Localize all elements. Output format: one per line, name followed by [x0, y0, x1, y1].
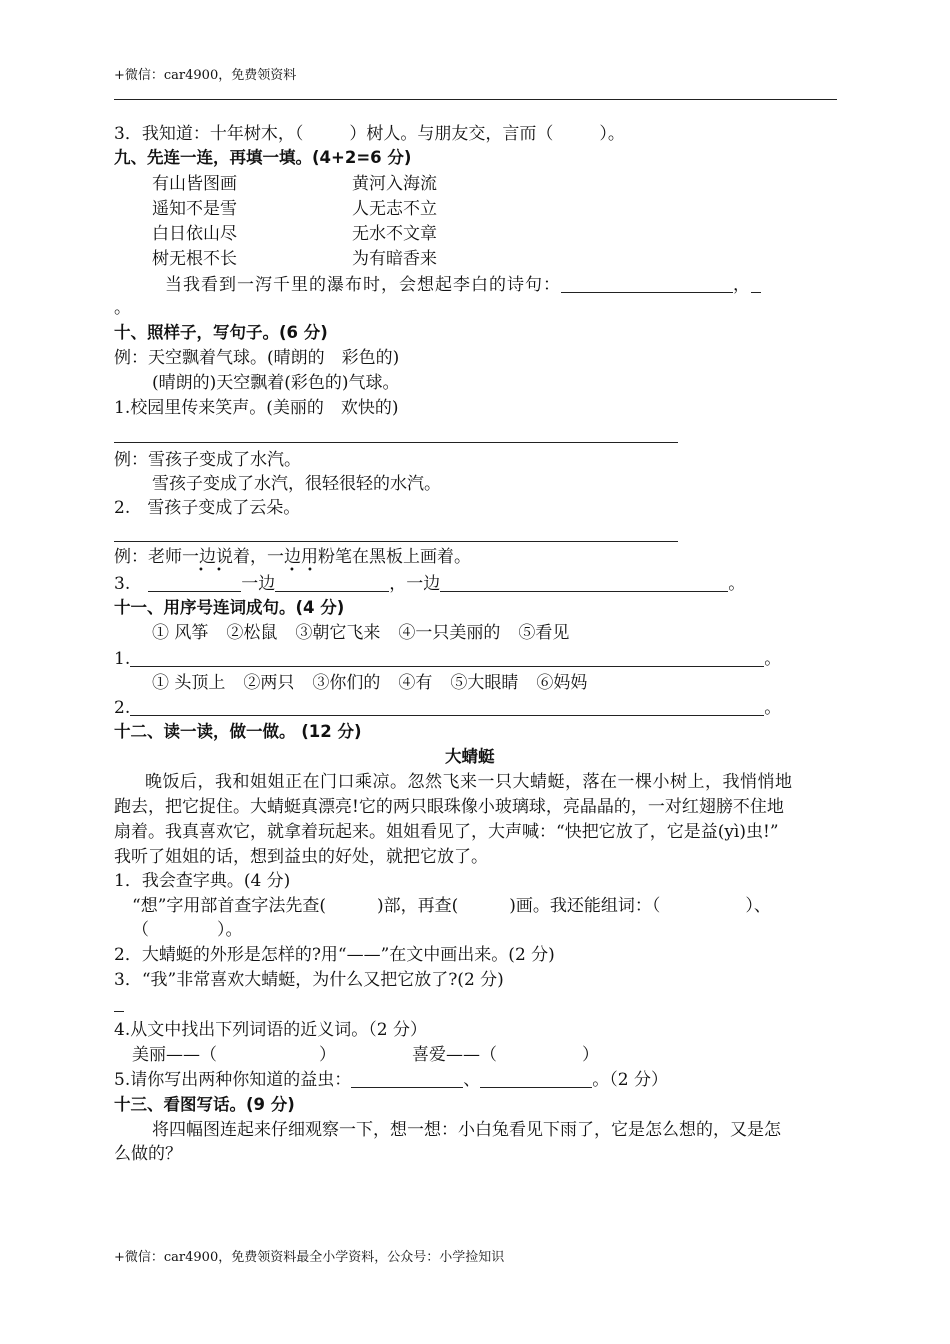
s11-answer-2-blank[interactable]	[130, 698, 764, 716]
s13-prompt-2: 么做的？	[114, 1144, 182, 1164]
s12-q1-body: “想”字用部首查字法先查( )部，再查( )画。我还能组词：（ ）、	[132, 896, 771, 916]
s11-word: ① 头顶上	[152, 673, 226, 693]
s10-q3-blank-3[interactable]	[440, 574, 728, 592]
s11-answer-2	[114, 698, 781, 718]
s9-left-3: 白日依山尽	[152, 224, 237, 244]
s11-words-2	[152, 673, 587, 693]
s10-q3-blank-2[interactable]	[275, 574, 389, 592]
s9-answer-blank-1[interactable]	[561, 275, 733, 293]
s12-q5-text: 5.请你写出两种你知道的益虫：	[114, 1070, 352, 1090]
s10-q3-number: 3.	[114, 574, 131, 594]
s10-q3	[114, 574, 745, 594]
s10-q3-yibian-1: 一边	[241, 574, 276, 594]
s12-q3-answer-mark[interactable]	[114, 1011, 124, 1012]
s10-example-3: 例：老师一边说着，一边用粉笔在黑板上画着。	[114, 547, 471, 567]
emphasis-dot: •	[307, 565, 313, 576]
s12-q4: 4.从文中找出下列词语的近义词。（2 分）	[114, 1020, 427, 1040]
s10-example-1: 例：天空飘着气球。(晴朗的 彩色的)	[114, 348, 400, 368]
s12-q5-sep: 、	[463, 1070, 481, 1090]
s11-word: ③你们的	[312, 673, 381, 693]
header-rule	[114, 99, 837, 100]
s12-q5	[114, 1070, 668, 1090]
s11-word: ④有	[398, 673, 433, 693]
s10-q1: 1.校园里传来笑声。(美丽的 欢快的)	[114, 398, 399, 418]
s9-comma: ，	[733, 275, 751, 295]
s9-right-3: 无水不文章	[352, 224, 437, 244]
header-text: +微信：car4900，免费领资料	[114, 68, 297, 83]
emphasis-dot: •	[198, 565, 204, 576]
s12-q5-blank-2[interactable]	[480, 1070, 592, 1088]
s12-q2: 2．大蜻蜓的外形是怎样的?用“——”在文中画出来。(2 分)	[114, 945, 555, 965]
section-13-title: 十三、看图写话。(9 分)	[114, 1095, 295, 1114]
s10-q3-yibian-2: ，一边	[389, 574, 441, 594]
s11-word: ②松鼠	[226, 623, 278, 643]
s10-example-2: 例：雪孩子变成了水汽。	[114, 450, 301, 470]
s10-q3-blank-1[interactable]	[148, 574, 241, 592]
s12-q5-blank-1[interactable]	[351, 1070, 463, 1088]
s11-answer-1	[114, 649, 781, 669]
s9-right-4: 为有暗香来	[352, 249, 437, 269]
passage-line-4: 我听了姐姐的话，想到益虫的好处，就把它放了。	[114, 847, 488, 867]
s12-q3: 3．“我”非常喜欢大蜻蜓，为什么又把它放了?(2 分)	[114, 970, 504, 990]
s11-words-1	[152, 623, 569, 643]
s11-word: ④一只美丽的	[398, 623, 501, 643]
s9-right-1: 黄河入海流	[352, 174, 437, 194]
s9-end-mark: 。	[114, 298, 131, 318]
s10-example-2-answer: 雪孩子变成了水汽，很轻很轻的水汽。	[152, 474, 441, 494]
s12-q4-b: 喜爱——（ ）	[412, 1045, 599, 1065]
q8-3-a: 3．我知道：十年树木，（	[114, 124, 304, 144]
s10-q1-answer-line[interactable]	[114, 442, 678, 443]
emphasis-dot: •	[289, 565, 295, 576]
s12-q4-a: 美丽——（ ）	[132, 1045, 336, 1065]
s11-answer-2-number: 2.	[114, 698, 131, 718]
q8-3-c: ）。	[599, 124, 625, 144]
s9-left-1: 有山皆图画	[152, 174, 237, 194]
passage-line-1: 晚饭后，我和姐姐正在门口乘凉。忽然飞来一只大蜻蜓，落在一棵小树上，我悄悄地	[145, 772, 793, 792]
q8-3-b: ）树人。与朋友交，言而（	[349, 124, 554, 144]
passage-line-3: 扇着。我真喜欢它，就拿着玩起来。姐姐看见了，大声喊：“快把它放了，它是益(yì)虫!”	[114, 822, 779, 842]
passage-title: 大蜻蜓	[445, 747, 495, 766]
s11-word: ②两只	[243, 673, 295, 693]
s9-left-4: 树无根不长	[152, 249, 237, 269]
passage-line-2: 跑去，把它捉住。大蜻蜓真漂亮!它的两只眼珠像小玻璃球，亮晶晶的，一对红翅膀不住地	[114, 797, 784, 817]
s11-word: ⑤看见	[518, 623, 570, 643]
s9-answer-blank-2[interactable]	[751, 275, 761, 293]
s11-answer-1-end: 。	[764, 649, 782, 669]
s9-right-2: 人无志不立	[352, 199, 437, 219]
s11-answer-2-end: 。	[764, 698, 782, 718]
section-11-title: 十一、用序号连词成句。(4 分)	[114, 598, 345, 617]
section-9-title: 九、先连一连，再填一填。(4+2=6 分)	[114, 148, 412, 167]
s9-question-text: 当我看到一泻千里的瀑布时，会想起李白的诗句：	[165, 275, 561, 295]
s11-answer-1-number: 1.	[114, 649, 131, 669]
emphasis-dot: •	[216, 565, 222, 576]
s10-example-1-answer: (晴朗的)天空飘着(彩色的)气球。	[152, 373, 400, 393]
q8-3-line	[114, 124, 625, 144]
s11-word: ③朝它飞来	[295, 623, 381, 643]
section-12-title: 十二、读一读，做一做。 (12 分)	[114, 722, 362, 741]
s12-q5-end: 。（2 分）	[592, 1070, 668, 1090]
s10-q2-answer-line[interactable]	[114, 541, 678, 542]
s10-q2: 2. 雪孩子变成了云朵。	[114, 498, 301, 518]
section-10-title: 十、照样子，写句子。(6 分)	[114, 323, 328, 342]
s9-question	[165, 275, 761, 295]
s12-q1: 1．我会查字典。(4 分)	[114, 871, 291, 891]
s12-q1-body-2: （ ）。	[132, 920, 243, 940]
s11-word: ⑥妈妈	[536, 673, 588, 693]
s11-word: ① 风筝	[152, 623, 209, 643]
s9-left-2: 遥知不是雪	[152, 199, 237, 219]
s10-q3-end: 。	[728, 574, 746, 594]
s11-word: ⑤大眼睛	[450, 673, 519, 693]
s13-prompt-1: 将四幅图连起来仔细观察一下，想一想：小白兔看见下雨了，它是怎么想的，又是怎	[152, 1120, 781, 1140]
s11-answer-1-blank[interactable]	[130, 649, 764, 667]
footer-text: +微信：car4900，免费领资料最全小学资料，公众号：小学捡知识	[114, 1250, 505, 1265]
